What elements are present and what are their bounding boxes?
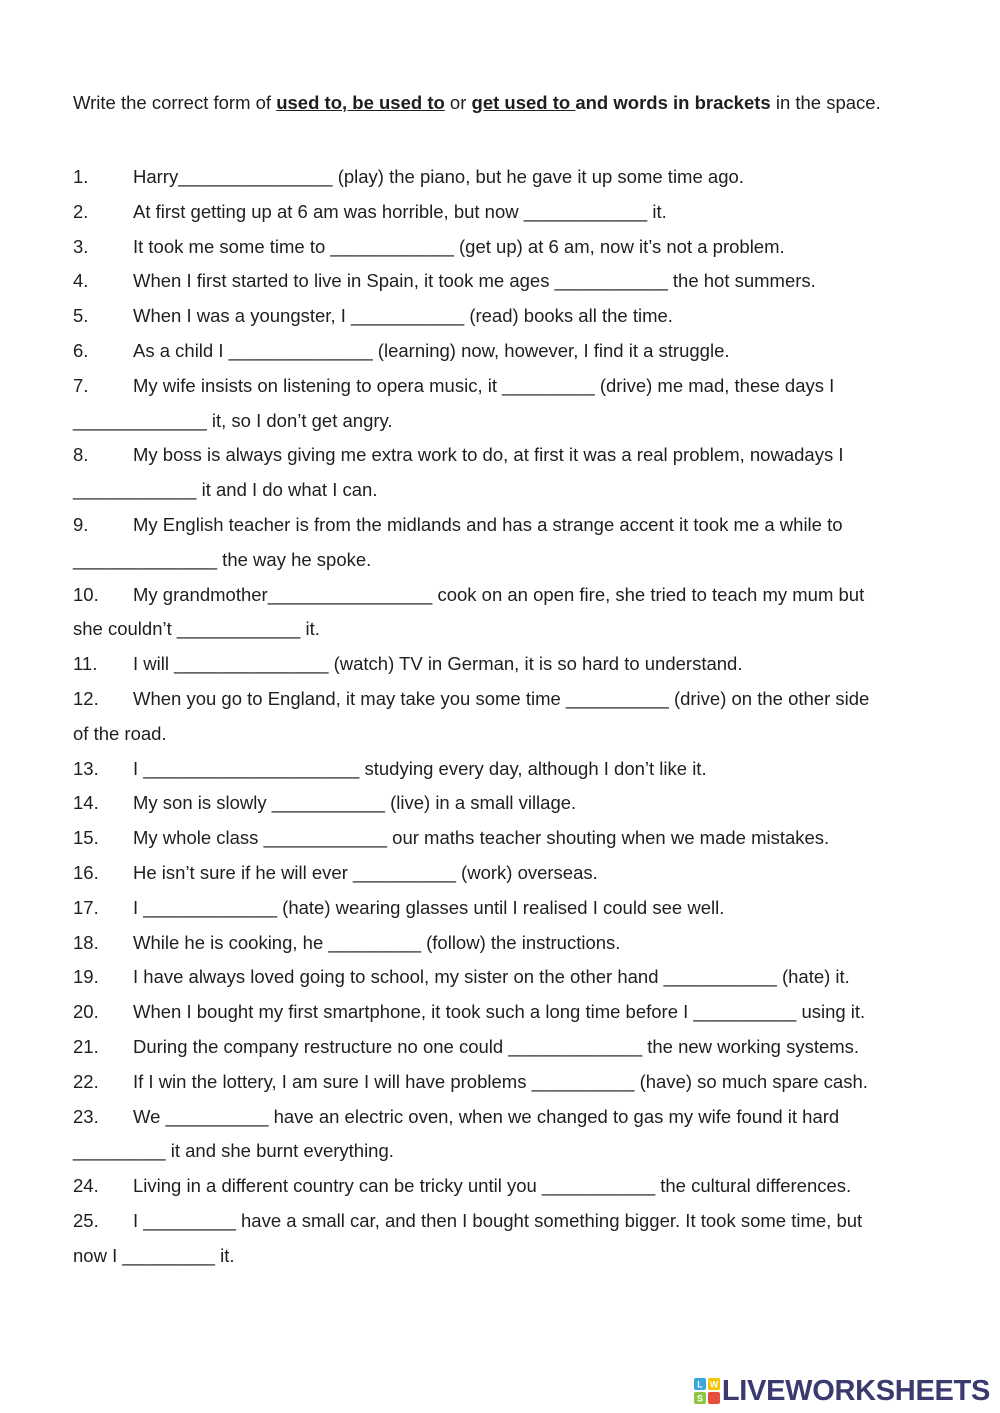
item-number: 5. <box>73 305 89 327</box>
exercise-item <box>73 786 943 821</box>
item-text: My wife insists on listening to opera music, it _________ (drive) me mad, these days I <box>133 374 835 396</box>
exercise-item <box>73 264 943 299</box>
instructions-text-3: in the space. <box>770 91 881 113</box>
item-number: 24. <box>73 1175 99 1197</box>
liveworksheets-logo-icon <box>694 1378 720 1404</box>
footer-logo <box>694 1371 990 1411</box>
item-text: When you go to England, it may take you some time __________ (drive) on the other side <box>133 687 870 709</box>
item-number: 17. <box>73 896 99 918</box>
item-number: 8. <box>73 444 89 466</box>
instructions <box>73 85 933 120</box>
exercise-list <box>73 160 943 1274</box>
brand-name: LIVEWORKSHEETS <box>721 1374 990 1407</box>
exercise-item <box>73 1204 943 1239</box>
item-text: We __________ have an electric oven, when we changed to gas my wife found it hard <box>133 1105 840 1127</box>
instructions-text-2: or <box>444 91 472 113</box>
item-text: When I first started to live in Spain, it took me ages ___________ the hot summers. <box>133 270 816 292</box>
item-text-continued: _________ it and she burnt everything. <box>73 1140 394 1162</box>
exercise-item <box>73 1030 943 1065</box>
item-number: 11. <box>73 653 98 675</box>
item-number: 19. <box>73 966 99 988</box>
exercise-item <box>73 160 943 195</box>
exercise-item <box>73 682 943 717</box>
instructions-keyword-used-to: used to, be used to <box>276 91 445 113</box>
item-text: During the company restructure no one could _____________ the new working systems. <box>133 1035 860 1057</box>
item-text-continued: she couldn’t ____________ it. <box>73 618 320 640</box>
item-text: He isn’t sure if he will ever __________ (work) overseas. <box>133 861 598 883</box>
exercise-item <box>73 438 943 473</box>
exercise-item <box>73 1065 943 1100</box>
item-number: 2. <box>73 200 89 222</box>
item-text: When I was a youngster, I ___________ (read) books all the time. <box>133 305 673 327</box>
item-number: 9. <box>73 513 89 535</box>
item-number: 23. <box>73 1105 99 1127</box>
item-text: Living in a different country can be tricky until you ___________ the cultural differences. <box>133 1175 852 1197</box>
exercise-item <box>73 926 943 961</box>
item-number: 6. <box>73 339 89 361</box>
exercise-item <box>73 299 943 334</box>
item-text: When I bought my first smartphone, it took such a long time before I __________ using it. <box>133 1001 866 1023</box>
instructions-keyword-brackets: and words in brackets <box>575 91 771 113</box>
exercise-item <box>73 821 943 856</box>
exercise-item <box>73 1100 943 1135</box>
item-text: I have always loved going to school, my sister on the other hand ___________ (hate) it. <box>133 966 850 988</box>
exercise-item <box>73 508 943 543</box>
item-text: I _____________ (hate) wearing glasses until I realised I could see well. <box>133 896 725 918</box>
item-text: As a child I ______________ (learning) now, however, I find it a struggle. <box>133 339 730 361</box>
item-number: 20. <box>73 1001 99 1023</box>
item-number: 21. <box>73 1035 99 1057</box>
exercise-item <box>73 1169 943 1204</box>
item-text: My grandmother________________ cook on an open fire, she tried to teach my mum but <box>133 583 865 605</box>
instructions-keyword-get-used-to: get used to <box>471 91 576 113</box>
item-text: It took me some time to ____________ (get up) at 6 am, now it’s not a problem. <box>133 235 785 257</box>
item-number: 25. <box>73 1209 99 1231</box>
item-text: I _________ have a small car, and then I bought something bigger. It took some time, but <box>133 1209 863 1231</box>
item-number: 7. <box>73 374 89 396</box>
item-number: 13. <box>73 757 99 779</box>
exercise-item <box>73 960 943 995</box>
item-number: 22. <box>73 1070 99 1092</box>
item-text-continued: ____________ it and I do what I can. <box>73 479 378 501</box>
instructions-text-1: Write the correct form of <box>73 91 277 113</box>
item-text: My son is slowly ___________ (live) in a small village. <box>133 792 577 814</box>
item-number: 18. <box>73 931 99 953</box>
exercise-item <box>73 578 943 613</box>
exercise-item <box>73 995 943 1030</box>
item-text: My boss is always giving me extra work to do, at first it was a real problem, nowadays I <box>133 444 844 466</box>
item-number: 3. <box>73 235 89 257</box>
item-number: 16. <box>73 861 99 883</box>
item-text: Harry_______________ (play) the piano, but he gave it up some time ago. <box>133 166 744 187</box>
svg-text:S: S <box>696 1393 703 1404</box>
exercise-item <box>73 856 943 891</box>
item-text-continued: of the road. <box>73 722 167 744</box>
exercise-item <box>73 891 943 926</box>
item-number: 15. <box>73 827 99 849</box>
svg-text:W: W <box>709 1379 719 1390</box>
exercise-item <box>73 369 943 404</box>
item-number: 10. <box>73 583 99 605</box>
item-text: My whole class ____________ our maths teacher shouting when we made mistakes. <box>133 827 830 849</box>
item-text: If I win the lottery, I am sure I will have problems __________ (have) so much spare cash. <box>133 1070 868 1092</box>
exercise-item <box>73 195 943 230</box>
item-text: I will _______________ (watch) TV in German, it is so hard to understand. <box>133 653 743 675</box>
item-number: 12. <box>73 687 99 709</box>
item-number: 1. <box>73 166 89 187</box>
item-text: I _____________________ studying every day, although I don’t like it. <box>133 757 707 779</box>
exercise-item <box>73 334 943 369</box>
item-text-continued: now I _________ it. <box>73 1244 235 1266</box>
exercise-item <box>73 647 943 682</box>
item-text: While he is cooking, he _________ (follow) the instructions. <box>133 931 621 953</box>
item-text-continued: ______________ the way he spoke. <box>73 548 372 570</box>
item-text-continued: _____________ it, so I don’t get angry. <box>73 409 393 431</box>
exercise-item <box>73 230 943 265</box>
exercise-item <box>73 752 943 787</box>
svg-text:L: L <box>697 1379 703 1390</box>
item-number: 4. <box>73 270 89 292</box>
item-text: At first getting up at 6 am was horrible, but now ____________ it. <box>133 200 667 222</box>
item-text: My English teacher is from the midlands and has a strange accent it took me a while to <box>133 513 843 535</box>
item-number: 14. <box>73 792 99 814</box>
